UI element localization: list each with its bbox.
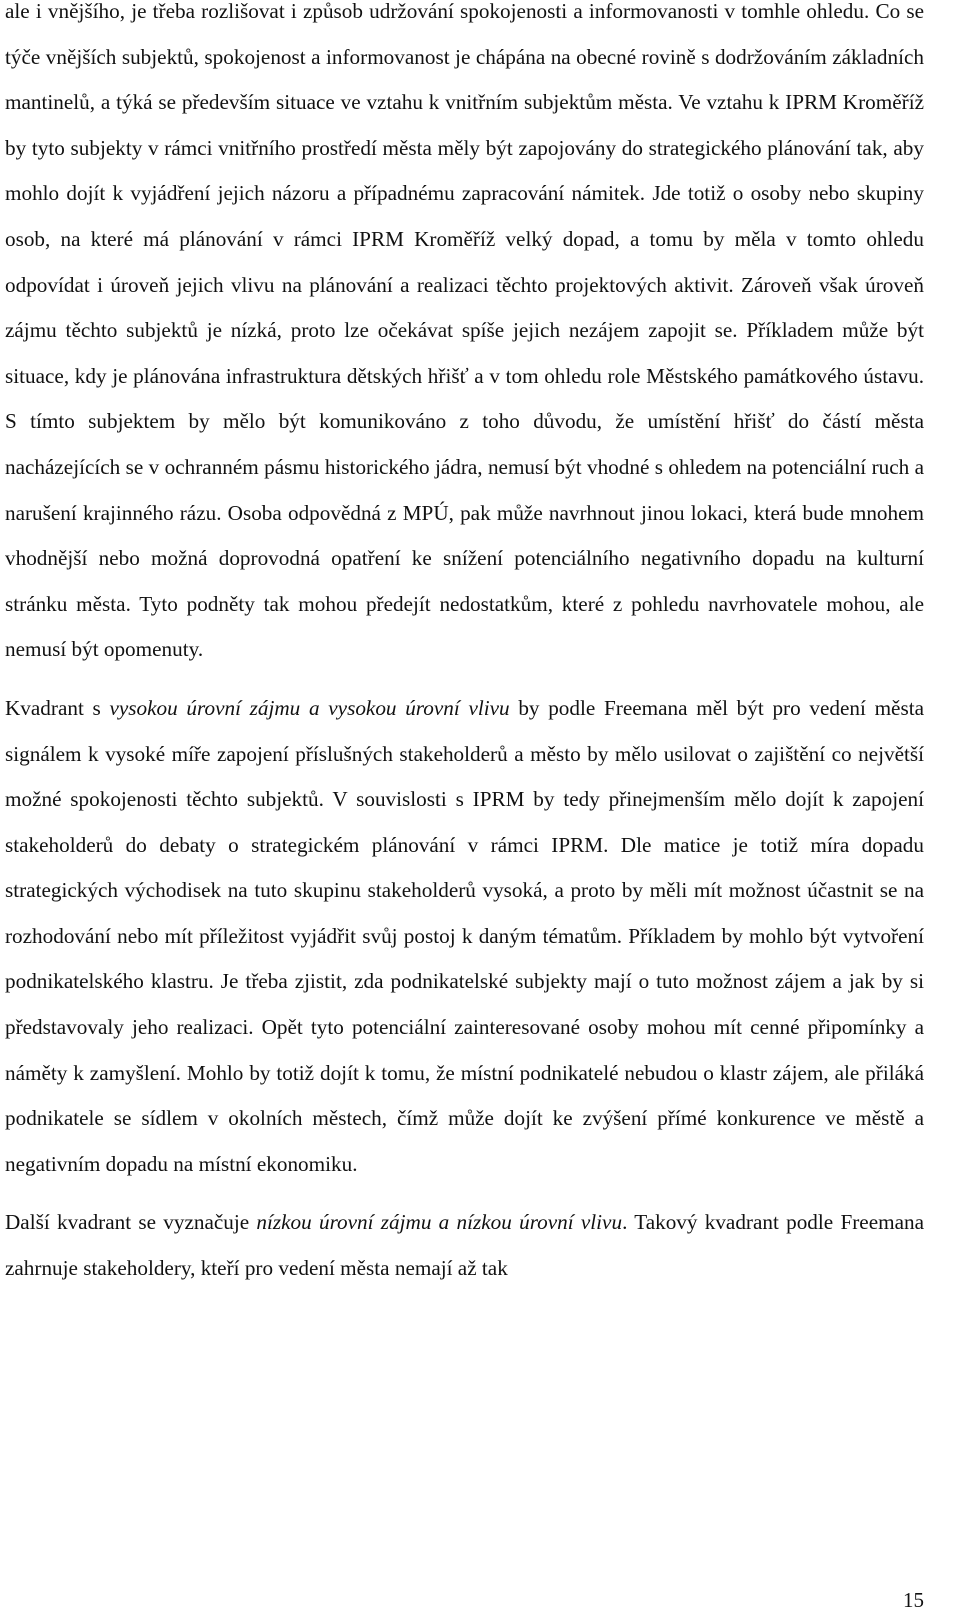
paragraph-high-interest-high-influence (5, 686, 924, 1188)
paragraph-stakeholder-satisfaction (5, 0, 924, 673)
paragraph-1-text: ale i vnějšího, je třeba rozlišovat i způsob udržování spokojenosti a informovanosti v tomhle ohledu. Co se týče vnějších subjektů, spokojenost a informovanost je chápána na obecné rovině s dodržováním základních mantinelů, a týká se především situace ve vztahu k vnitřním subjektům města. Ve vztahu k IPRM Kroměříž by tyto subjekty v rámci vnitřního prostředí města měly být zapojovány do strategického plánování tak, aby mohlo dojít k vyjádření jejich názoru a případnému zapracování námitek. Jde totiž o osoby nebo skupiny osob, na které má plánování v rámci IPRM Kroměříž velký dopad, a tomu by měla v tomto ohledu odpovídat i úroveň jejich vlivu na plánování a realizaci těchto projektových aktivit. Zároveň však úroveň zájmu těchto subjektů je nízká, proto lze očekávat spíše jejich nezájem zapojit se. Příkladem může být situace, kdy je plánována infrastruktura dětských hřišť a v tom ohledu role Městského památkového ústavu. S tímto subjektem by mělo být komunikováno z toho důvodu, že umístění hřišť do částí města nacházejících se v ochranném pásmu historického jádra, nemusí být vhodné s ohledem na potenciální ruch a narušení krajinného rázu. Osoba odpovědná z MPÚ, pak může navrhnout jinou lokaci, která bude mnohem vhodnější nebo možná doprovodná opatření ke snížení potenciálního negativního dopadu na kulturní stránku města. Tyto podněty tak mohou předejít nedostatkům, které z pohledu navrhovatele mohou, ale nemusí být opomenuty. (5, 0, 924, 662)
paragraph-2-text-body: by podle Freemana měl být pro vedení města signálem k vysoké míře zapojení příslušných stakeholderů a město by mělo usilovat o zajištění co největší možné spokojenosti těchto subjektů. V souvislosti s IPRM by tedy přinejmenším mělo dojít k zapojení stakeholderů do debaty o strategickém plánování v rámci IPRM. Dle matice je totiž míra dopadu strategických východisek na tuto skupinu stakeholderů vysoká, a proto by měli mít možnost účastnit se na rozhodování nebo mít příležitost vyjádřit svůj postoj k daným tématům. Příkladem by mohlo být vytvoření podnikatelského klastru. Je třeba zjistit, zda podnikatelské subjekty mají o tuto možnost zájem a jak by si představovaly jeho realizaci. Opět tyto potenciální zainteresované osoby mohou mít cenné připomínky a náměty k zamyšlení. Mohlo by totiž dojít k tomu, že místní podnikatelé nebudou o klastr zájem, ale přiláká podnikatele se sídlem v okolních městech, čímž může dojít ke zvýšení přímé konkurence ve městě a negativním dopadu na místní ekonomiku. (5, 695, 924, 1176)
paragraph-2-text-intro: Kvadrant s (5, 695, 110, 720)
paragraph-3-italic-term: nízkou úrovní zájmu a nízkou úrovní vlivu (256, 1210, 623, 1235)
paragraph-3-text-body: . Takový kvadrant podle Freemana zahrnuje stakeholdery, kteří pro vedení města nemají až tak (5, 1210, 924, 1281)
paragraph-low-interest-low-influence (5, 1200, 924, 1291)
paragraph-3-text-intro: Další kvadrant se vyznačuje (5, 1210, 257, 1235)
page-number: 15 (903, 1588, 924, 1612)
paragraph-2-italic-term: vysokou úrovní zájmu a vysokou úrovní vlivu (109, 695, 510, 720)
document-page (5, 0, 924, 1292)
